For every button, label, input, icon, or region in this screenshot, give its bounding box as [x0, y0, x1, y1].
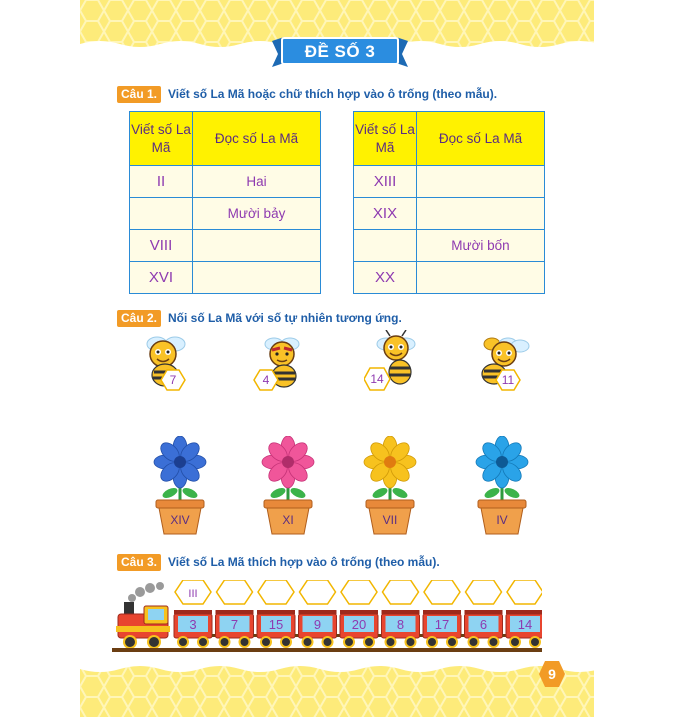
wheel-icon: [303, 637, 313, 647]
train-car: [506, 580, 542, 647]
table-left-cell-roman: XVI: [130, 262, 193, 294]
flower-pot-icon[interactable]: [258, 436, 318, 536]
car-number: 3: [189, 617, 197, 632]
table-left-cell-read-blank[interactable]: [193, 230, 321, 262]
table-right-cell-roman: XX: [354, 262, 417, 294]
flower-roman-label: XIV: [170, 513, 190, 527]
locomotive-icon: [116, 602, 170, 648]
table-left-cell-roman: VIII: [130, 230, 193, 262]
train-car: [216, 580, 258, 647]
car-number: 14: [517, 617, 533, 632]
car-number: 8: [396, 617, 405, 632]
example-roman: III: [188, 588, 198, 600]
train-car: [299, 580, 341, 647]
answer-hexagon[interactable]: [424, 580, 460, 604]
wheel-icon: [178, 637, 188, 647]
answer-hexagon[interactable]: [300, 580, 336, 604]
page-number-badge: [538, 660, 566, 688]
wheel-icon: [447, 637, 457, 647]
table-right-header-read: Đọc số La Mã: [417, 112, 545, 166]
bee-number: 7: [169, 373, 177, 387]
flower-roman-label: XI: [282, 513, 294, 527]
train-icon: [112, 580, 542, 656]
train-car: [174, 580, 216, 647]
answer-hexagon[interactable]: [341, 580, 377, 604]
flower-pot-icon[interactable]: [472, 436, 532, 536]
wheel-icon: [510, 637, 520, 647]
table-right-cell-read-blank[interactable]: [417, 166, 545, 198]
table-right-cell-read: Mười bốn: [417, 230, 545, 262]
table-left-header-roman: Viết số La Mã: [130, 112, 193, 166]
page-title: ĐỀ SỐ 3: [304, 42, 376, 61]
answer-hexagon[interactable]: [217, 580, 253, 604]
roman-table-right: [353, 111, 545, 294]
question-3-text: Viết số La Mã thích hợp vào ô trống (theo mẫu).: [168, 555, 440, 569]
page-number: 9: [548, 666, 556, 682]
bee-icon[interactable]: [250, 334, 310, 394]
car-number: 15: [268, 617, 284, 632]
car-number: 6: [479, 617, 488, 632]
honeycomb-pattern-bottom: [80, 655, 594, 717]
question-2-label: Câu 2.: [117, 310, 161, 327]
train-car: [423, 580, 465, 647]
car-number: 17: [434, 617, 450, 632]
bee-icon[interactable]: [364, 330, 424, 394]
wheel-icon: [406, 637, 416, 647]
question-3-label: Câu 3.: [117, 554, 161, 571]
train-car: [257, 580, 299, 647]
car-number: 7: [230, 617, 239, 632]
bee-number: 14: [370, 372, 384, 386]
train-car: [465, 580, 507, 647]
table-right-cell-roman-blank[interactable]: [354, 230, 417, 262]
bee-icon[interactable]: [472, 334, 532, 394]
wheel-icon: [386, 637, 396, 647]
wheel-icon: [220, 637, 230, 647]
bee-number: 11: [501, 373, 515, 387]
wheel-icon: [198, 637, 208, 647]
table-left-cell-read: Mười bảy: [193, 198, 321, 230]
flower-roman-label: IV: [496, 513, 508, 527]
table-right-cell-read-blank[interactable]: [417, 262, 545, 294]
flower-pot-icon[interactable]: [360, 436, 420, 536]
question-2-text: Nối số La Mã với số tự nhiên tương ứng.: [168, 311, 402, 325]
flower-roman-label: VII: [382, 513, 398, 527]
table-right-cell-roman: XIX: [354, 198, 417, 230]
table-right-cell-read-blank[interactable]: [417, 198, 545, 230]
wheel-icon: [489, 637, 499, 647]
table-left-cell-read: Hai: [193, 166, 321, 198]
roman-table-left: [129, 111, 321, 294]
table-left-cell-read-blank[interactable]: [193, 262, 321, 294]
table-left-cell-roman: II: [130, 166, 193, 198]
answer-hexagon[interactable]: [466, 580, 502, 604]
question-1-label: Câu 1.: [117, 86, 161, 103]
table-left-header-read: Đọc số La Mã: [193, 112, 321, 166]
wheel-icon: [469, 637, 479, 647]
bee-icon[interactable]: [135, 332, 195, 394]
wheel-icon: [261, 637, 271, 647]
question-1-text: Viết số La Mã hoặc chữ thích hợp vào ô trống (theo mẫu).: [168, 87, 498, 101]
smoke-icon: [128, 582, 164, 602]
train-car: [382, 580, 424, 647]
table-right-header-roman: Viết số La Mã: [354, 112, 417, 166]
table-left-cell-roman-blank[interactable]: [130, 198, 193, 230]
wheel-icon: [281, 637, 291, 647]
answer-hexagon[interactable]: [258, 580, 294, 604]
wheel-icon: [364, 637, 374, 647]
flower-pot-icon[interactable]: [150, 436, 210, 536]
wheel-icon: [427, 637, 437, 647]
answer-hexagon[interactable]: [383, 580, 419, 604]
car-number: 20: [351, 617, 367, 632]
car-number: 9: [313, 617, 322, 632]
wheel-icon: [530, 637, 540, 647]
bee-number: 4: [262, 373, 270, 387]
table-right-cell-roman: XIII: [354, 166, 417, 198]
train-car: [340, 580, 382, 647]
wheel-icon: [240, 637, 250, 647]
wheel-icon: [323, 637, 333, 647]
wheel-icon: [344, 637, 354, 647]
honeycomb-bottom-band: [80, 655, 594, 717]
answer-hexagon[interactable]: [507, 580, 542, 604]
